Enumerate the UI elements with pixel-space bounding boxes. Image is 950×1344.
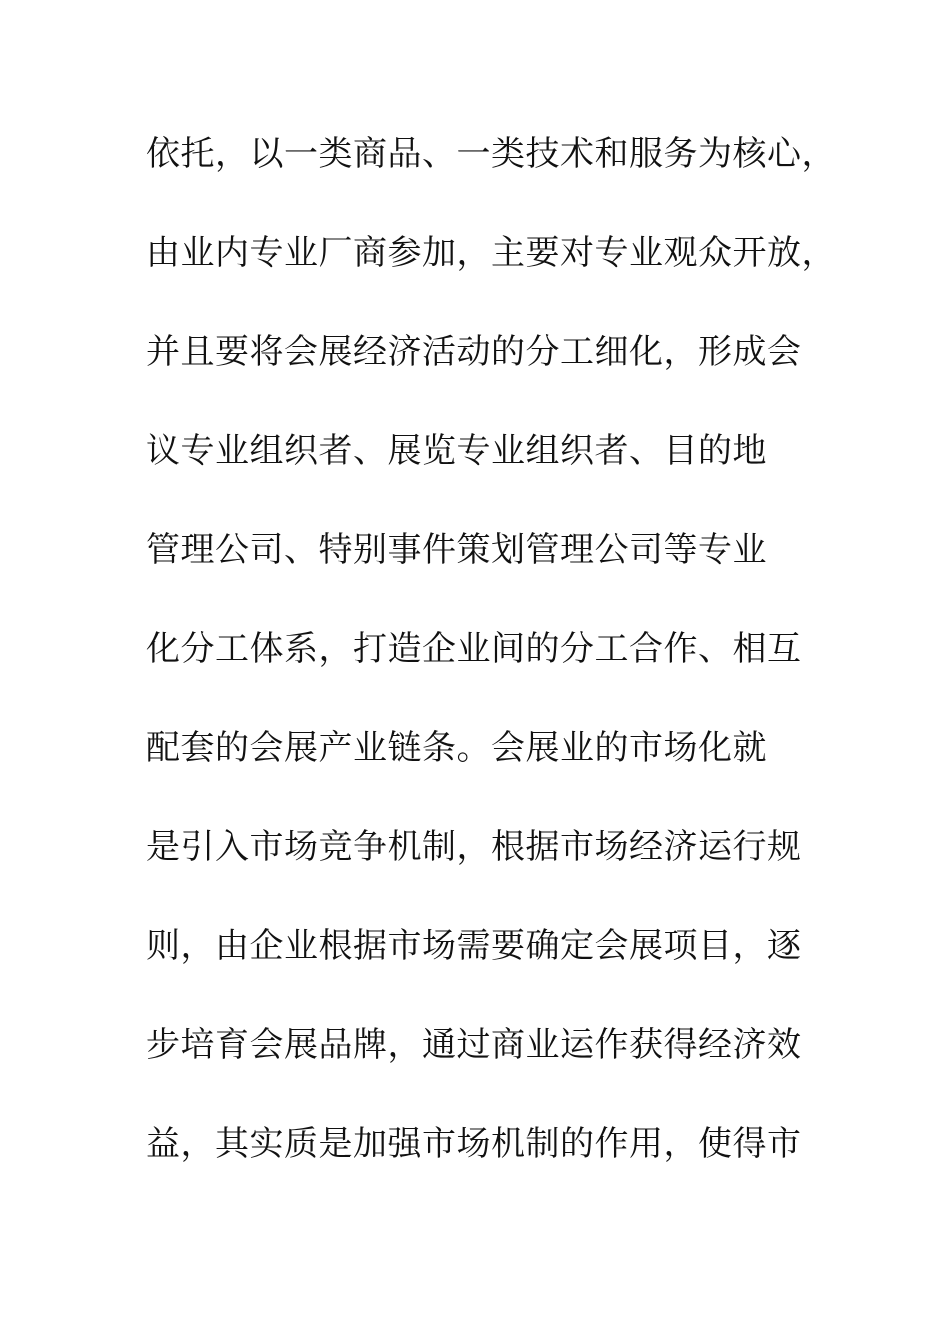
- text-line-3: 并且要将会展经济活动的分工细化，形成会: [146, 332, 802, 372]
- text-line-11: 益，其实质是加强市场机制的作用，使得市: [146, 1124, 802, 1164]
- text-line-9: 则，由企业根据市场需要确定会展项目，逐: [146, 926, 802, 966]
- text-line-7: 配套的会展产业链条。会展业的市场化就: [146, 728, 767, 768]
- body-text: [146, 122, 836, 1211]
- text-line-5: 管理公司、特别事件策划管理公司等专业: [146, 530, 767, 570]
- text-line-2: 由业内专业厂商参加，主要对专业观众开放，: [146, 233, 836, 273]
- text-line-10: 步培育会展品牌，通过商业运作获得经济效: [146, 1025, 802, 1065]
- text-line-1: 依托，以一类商品、一类技术和服务为核心，: [146, 134, 836, 174]
- text-line-8: 是引入市场竞争机制，根据市场经济运行规: [146, 827, 802, 867]
- text-line-6: 化分工体系，打造企业间的分工合作、相互: [146, 629, 802, 669]
- text-line-4: 议专业组织者、展览专业组织者、目的地: [146, 431, 767, 471]
